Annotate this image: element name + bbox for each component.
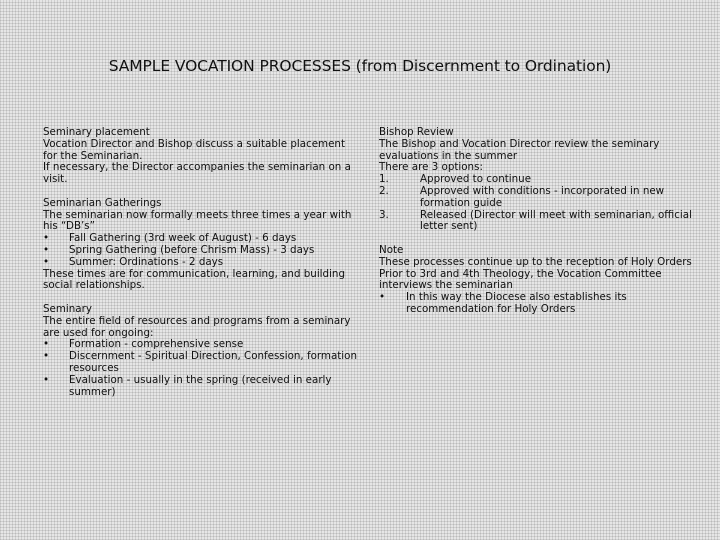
section-seminarian-gatherings — [43, 198, 361, 292]
bullet-list — [43, 339, 361, 398]
section-heading: Bishop Review — [379, 126, 454, 138]
list-item-text: Formation - comprehensive sense — [69, 338, 244, 351]
bullet-marker: • — [43, 373, 50, 386]
list-item-text: Fall Gathering (3rd week of August) - 6 days — [69, 232, 297, 245]
list-item-text: In this way the Diocese also establishes its recommendation for Holy Orders — [406, 291, 627, 315]
paragraph: The Bishop and Vocation Director review the seminary evaluations in the summer — [379, 137, 660, 162]
list-item — [43, 257, 361, 269]
section-heading: Note — [379, 243, 404, 256]
section-heading: Seminarian Gatherings — [43, 196, 162, 209]
left-column — [43, 127, 361, 398]
paragraph: There are 3 options: — [379, 161, 483, 174]
page-title: SAMPLE VOCATION PROCESSES (from Discernment to Ordination) — [108, 57, 612, 75]
paragraph: Vocation Director and Bishop discuss a suitable placement for the Seminarian. — [43, 137, 345, 162]
list-item — [379, 186, 709, 210]
bullet-marker: • — [43, 338, 50, 351]
list-item-text: Approved to continue — [420, 173, 532, 186]
numbered-list — [379, 174, 709, 233]
bullet-marker: • — [43, 232, 50, 245]
list-item — [379, 292, 709, 316]
paragraph: Prior to 3rd and 4th Theology, the Vocation Committee interviews the seminarian — [379, 267, 662, 292]
paragraph: These times are for communication, learning, and building social relationships. — [43, 267, 345, 292]
paragraph: If necessary, the Director accompanies the seminarian on a visit. — [43, 161, 351, 186]
bullet-marker: • — [43, 255, 50, 268]
section-seminary — [43, 304, 361, 398]
section-heading: Seminary — [43, 302, 92, 315]
list-number: 3. — [379, 208, 389, 221]
paragraph: These processes continue up to the reception of Holy Orders — [379, 255, 692, 268]
bullet-list — [43, 233, 361, 268]
bullet-marker: • — [43, 243, 50, 256]
list-item-text: Approved with conditions - incorporated in new formation guide — [420, 184, 665, 209]
paragraph: The seminarian now formally meets three times a year with his “DB’s” — [43, 208, 352, 233]
list-item-text: Released (Director will meet with seminarian, official letter sent) — [420, 208, 692, 233]
section-seminary-placement — [43, 127, 361, 186]
list-item — [43, 375, 361, 399]
section-note — [379, 245, 709, 316]
list-item-text: Evaluation - usually in the spring (received in early summer) — [69, 373, 332, 398]
bullet-marker: • — [379, 291, 386, 304]
section-heading: Seminary placement — [43, 126, 150, 138]
list-number: 1. — [379, 173, 389, 186]
bullet-marker: • — [43, 350, 50, 363]
right-column — [379, 127, 709, 316]
list-item — [379, 210, 709, 234]
list-item-text: Summer: Ordinations - 2 days — [69, 255, 224, 268]
paragraph: The entire field of resources and programs from a seminary are used for ongoing: — [43, 314, 351, 339]
section-bishop-review — [379, 127, 709, 233]
list-item-text: Spring Gathering (before Chrism Mass) - 3 days — [69, 243, 315, 256]
list-item — [43, 351, 361, 375]
list-item-text: Discernment - Spiritual Direction, Confession, formation resources — [69, 350, 357, 374]
list-number: 2. — [379, 184, 389, 197]
bullet-list — [379, 292, 709, 316]
